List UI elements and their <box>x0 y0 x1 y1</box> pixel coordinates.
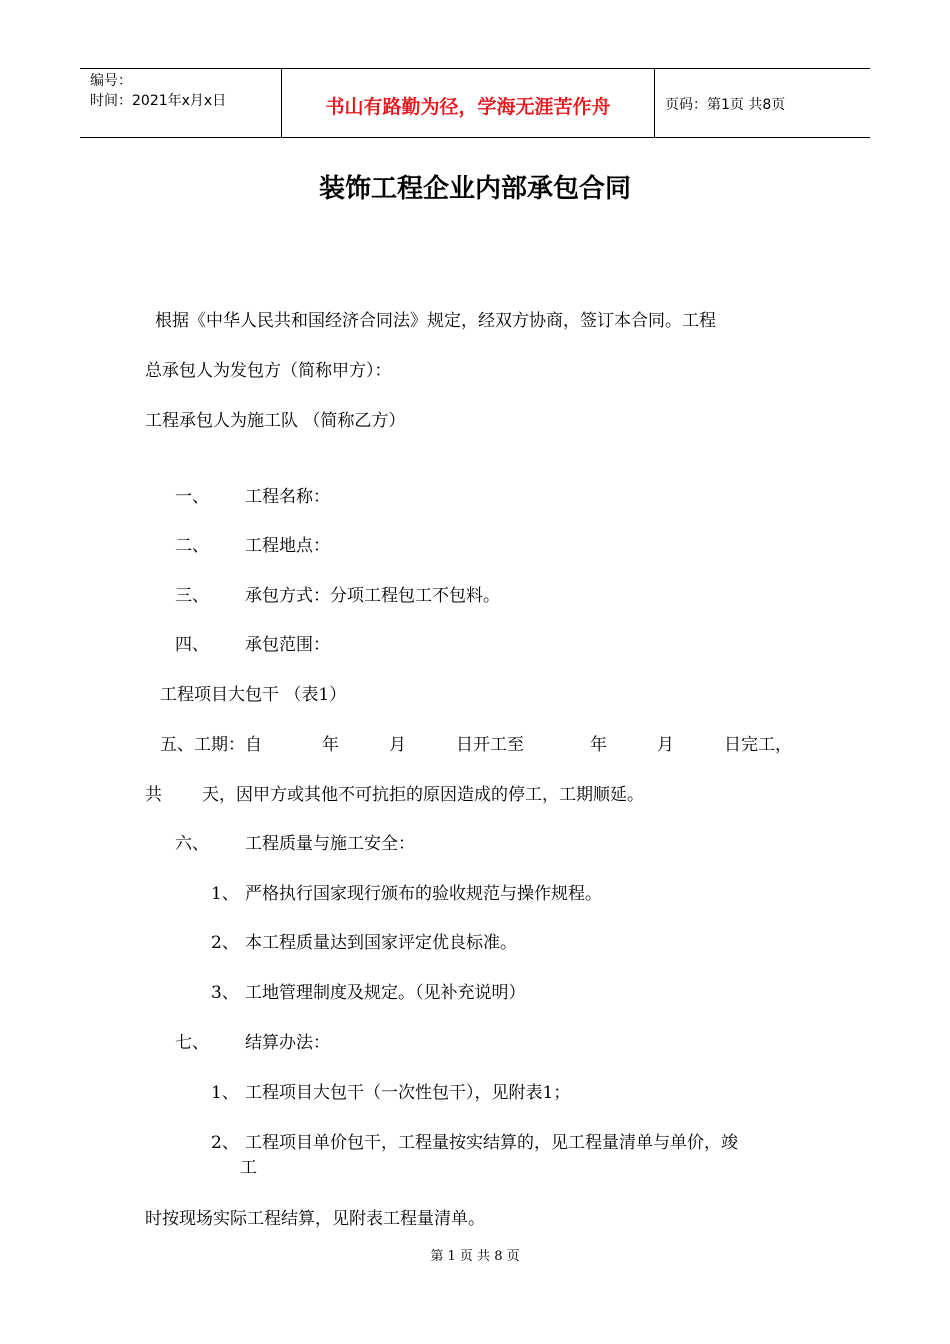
header-meta <box>80 69 282 137</box>
document-title: 装饰工程企业内部承包合同 <box>318 174 631 204</box>
paragraph-contractor: 工程承包人为施工队 （简称乙方） <box>145 411 406 431</box>
item-project-name: 工程名称： <box>245 487 330 507</box>
item-number: 四、 <box>175 635 209 655</box>
schedule-extension-clause: 天，因甲方或其他不可抗拒的原因造成的停工，工期顺延。 <box>202 785 644 805</box>
sub-item-quality-standard: 本工程质量达到国家评定优良标准。 <box>245 933 517 953</box>
schedule-month: 月 <box>389 735 406 755</box>
header-motto: 书山有路勤为径，学海无涯苦作舟 <box>282 69 655 137</box>
document-time-label: 时间：2021年x月x日 <box>90 93 227 109</box>
item-number: 二、 <box>175 536 209 556</box>
sub-item-site-rules: 工地管理制度及规定。（见补充说明） <box>245 983 526 1003</box>
item-contract-scope: 承包范围： <box>245 635 330 655</box>
sub-item-regulations: 严格执行国家现行颁布的验收规范与操作规程。 <box>245 884 602 904</box>
sub-item-number: 2、 <box>211 1133 239 1153</box>
paragraph-intro-line1: 根据《中华人民共和国经济合同法》规定，经双方协商，签订本合同。工程 <box>155 311 716 331</box>
sub-item-lump-sum: 工程项目大包干（一次性包干），见附表1； <box>245 1083 571 1103</box>
sub-item-number: 3、 <box>211 983 239 1003</box>
scope-description: 工程项目大包干 （表1） <box>160 685 347 705</box>
sub-item-unit-price: 工程项目单价包干，工程量按实结算的，见工程量清单与单价，竣 <box>245 1133 738 1153</box>
item-number: 一、 <box>175 487 209 507</box>
schedule-month: 月 <box>657 735 674 755</box>
item-project-location: 工程地点： <box>245 536 330 556</box>
sub-item-number: 1、 <box>211 1083 239 1103</box>
schedule-start: 日开工至 <box>456 735 524 755</box>
settlement-final-line: 时按现场实际工程结算，见附表工程量清单。 <box>145 1209 485 1229</box>
header-page-info: 页码：第1页 共8页 <box>665 97 786 113</box>
item-contract-method: 承包方式：分项工程包工不包料。 <box>245 586 500 606</box>
item-quality-safety: 工程质量与施工安全： <box>245 834 415 854</box>
item-number: 三、 <box>175 586 209 606</box>
page-footer: 第 1 页 共 8 页 <box>430 1249 520 1264</box>
item-number: 七、 <box>175 1033 209 1053</box>
paragraph-intro-line2: 总承包人为发包方（简称甲方）： <box>145 361 392 381</box>
sub-item-unit-price-wrap: 工 <box>240 1158 257 1178</box>
sub-item-number: 2、 <box>211 933 239 953</box>
schedule-year: 年 <box>322 735 339 755</box>
sub-item-number: 1、 <box>211 884 239 904</box>
schedule-label: 五、工期：自 <box>160 735 262 755</box>
schedule-end: 日完工， <box>724 735 792 755</box>
document-number-label: 编号： <box>90 73 132 89</box>
schedule-year: 年 <box>590 735 607 755</box>
page-header <box>80 68 870 138</box>
item-settlement: 结算办法： <box>245 1033 330 1053</box>
schedule-total-label: 共 <box>145 785 162 805</box>
item-number: 六、 <box>175 834 209 854</box>
